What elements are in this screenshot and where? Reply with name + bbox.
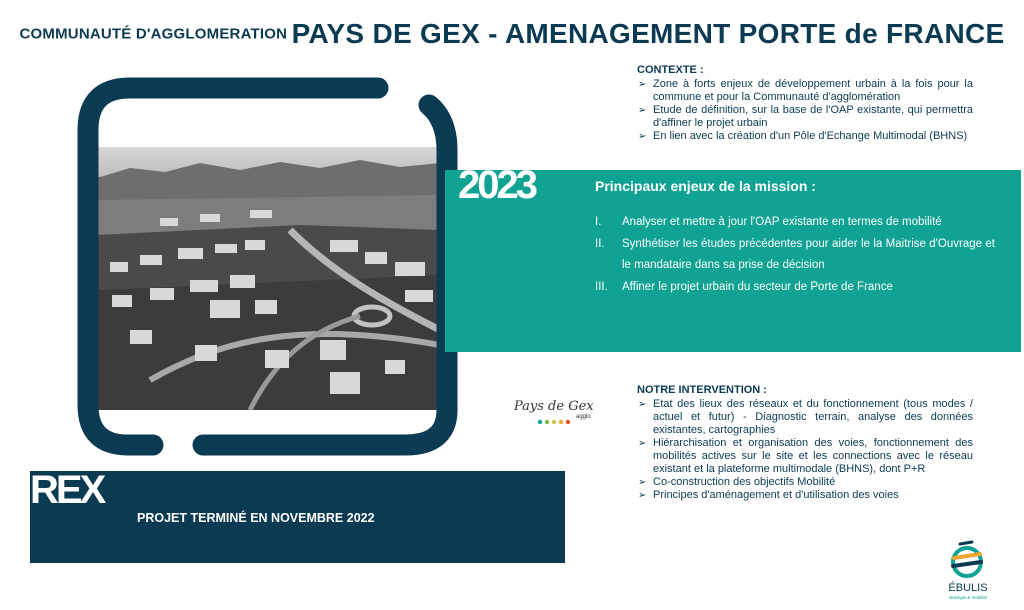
mission-item	[595, 212, 995, 234]
intervention-item: ➢ Etat des lieux des réseaux et du fonctionnement (tous modes / actuel et futur) - Diagnostic terrain, analyse des données existantes, cartographies	[637, 398, 973, 437]
ebulis-logo	[940, 540, 996, 604]
mission-item	[595, 277, 995, 299]
mission-item	[595, 234, 995, 277]
mission-item-text: Synthétiser les études précédentes pour aider le la Maitrise d'Ouvrage et le mandataire dans sa prise de décision	[622, 237, 995, 271]
mission-item-text: Affiner le projet urbain du secteur de Porte de France	[622, 280, 893, 293]
context-section	[637, 64, 973, 143]
intervention-item: ➢ Co-construction des objectifs Mobilité	[637, 476, 973, 489]
context-item: ➢ En lien avec la création d'un Pôle d'Echange Multimodal (BHNS)	[637, 130, 973, 143]
mission-item-text: Analyser et mettre à jour l'OAP existante en termes de mobilité	[622, 216, 942, 228]
rex-label: REX	[30, 468, 104, 512]
context-item: ➢ Etude de définition, sur la base de l'OAP existante, qui permettra d'affiner le projet urbain	[637, 104, 973, 130]
intervention-section	[637, 384, 973, 502]
ebulis-logo-name: ÉBULIS	[948, 582, 988, 594]
context-heading: CONTEXTE :	[637, 64, 704, 76]
mission-item-number: III.	[595, 280, 608, 293]
page-title	[0, 18, 1024, 50]
intervention-item: ➢ Hiérarchisation et organisation des voies, fonctionnement des mobilités actives sur le site et les connections avec le réseau existant et la plateforme multimodale (BHNS), dont P+R	[637, 437, 973, 476]
ebulis-logo-tagline: stratégie & mobilité	[948, 595, 988, 600]
title-main: PAYS DE GEX - AMENAGEMENT PORTE de FRANCE	[291, 18, 1005, 49]
year-label: 2023	[458, 163, 535, 207]
pays-de-gex-logo	[510, 393, 600, 433]
pays-de-gex-logo-sub: agglo	[576, 414, 591, 420]
context-item: ➢ Zone à forts enjeux de développement urbain à la fois pour la commune et pour la Communauté d'agglomération	[637, 78, 973, 104]
title-prefix: COMMUNAUTÉ D'AGGLOMERATION	[19, 25, 288, 43]
pays-de-gex-logo-script: Pays de Gex	[514, 399, 594, 414]
intervention-heading: NOTRE INTERVENTION :	[637, 384, 767, 396]
mission-item-number: I.	[595, 216, 602, 228]
project-status: PROJET TERMINÉ EN NOVEMBRE 2022	[137, 511, 375, 525]
mission-section	[595, 178, 995, 298]
mission-item-number: II.	[595, 237, 605, 250]
intervention-item: ➢ Principes d'aménagement et d'utilisation des voies	[637, 489, 973, 502]
mission-heading: Principaux enjeux de la mission :	[595, 178, 816, 194]
